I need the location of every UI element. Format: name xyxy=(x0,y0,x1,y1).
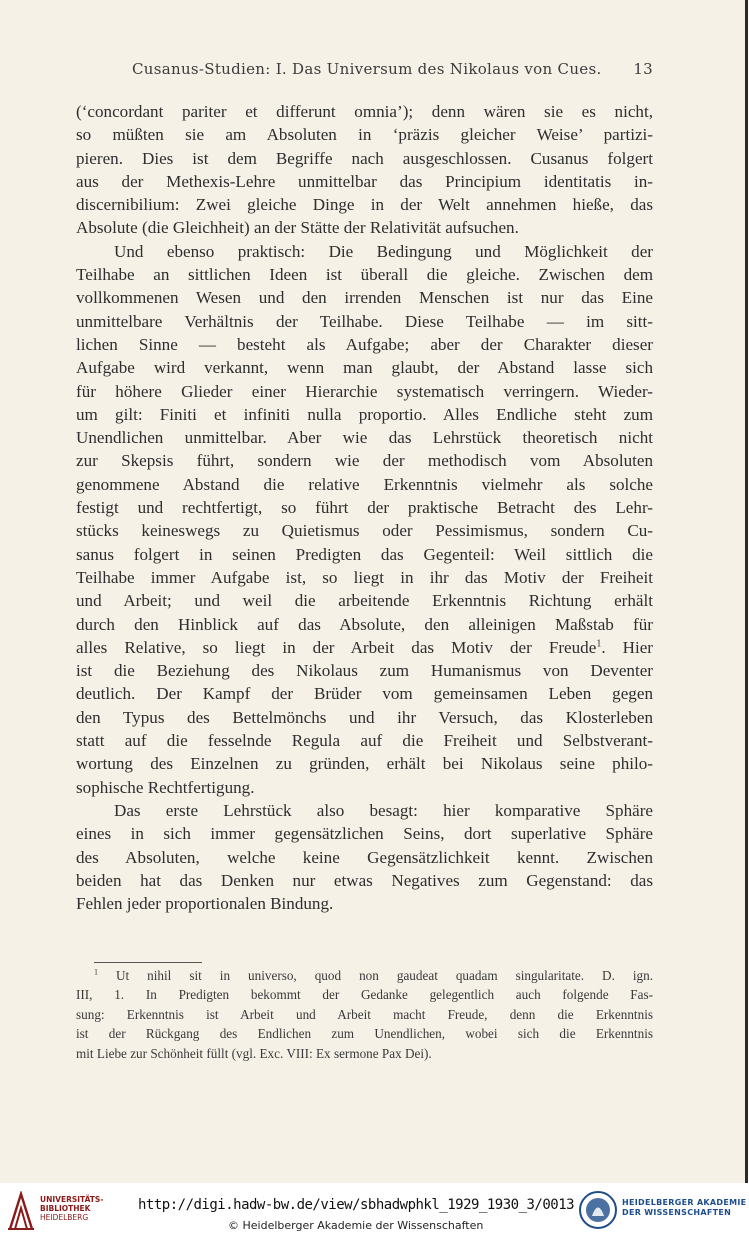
body-line: (‘concordant pariter et differunt omnia’); denn wären sie es nicht, xyxy=(76,102,653,121)
body-line: wortung des Einzelnen zu gründen, erhält bei Nikolaus seine philo- xyxy=(76,754,653,774)
body-line: eines in sich immer gegensätzlichen Seins, dort superlative Sphäre xyxy=(76,824,653,844)
body-line: deutlich. Der Kampf der Brüder vom gemeinsamen Leben gegen xyxy=(76,684,653,704)
footnote-line: mit Liebe zur Schönheit füllt (vgl. Exc. VIII: Ex sermone Pax Dei). xyxy=(76,1045,432,1061)
footnote-marker: 1 xyxy=(94,967,98,977)
university-library-logo-icon xyxy=(6,1191,36,1231)
body-line: festigt und rechtfertigt, so führt der praktische Betracht des Lehr- xyxy=(76,498,653,518)
body-line: so müßten sie am Absoluten in ‘präzis gleicher Weise’ partizi- xyxy=(76,125,653,145)
body-line: sophische Rechtfertigung. xyxy=(76,777,255,797)
body-line: Absolute (die Gleichheit) an der Stätte der Relativität aufsuchen. xyxy=(76,218,519,238)
body-line: Und ebenso praktisch: Die Bedingung und Möglichkeit der xyxy=(114,241,653,261)
copyright-notice: © Heidelberger Akademie der Wissenschaften xyxy=(228,1219,484,1232)
body-text xyxy=(76,100,653,915)
body-line: alles Relative, so liegt in der Arbeit das Motiv der Freude$^1$. Hier xyxy=(76,637,653,657)
body-line: vollkommenen Wesen und den irrenden Menschen ist nur das Eine xyxy=(76,288,653,308)
body-line: und Arbeit; und weil die arbeitende Erkenntnis Richtung erhält xyxy=(76,591,653,611)
body-line: discernibilium: Zwei gleiche Dinge in der Welt annehmen hieße, das xyxy=(76,195,653,215)
body-line: zur Skepsis führt, sondern wie der methodisch vom Absoluten xyxy=(76,451,653,471)
body-line: beiden hat das Denken nur etwas Negatives zum Gegenstand: das xyxy=(76,870,653,890)
body-line: Teilhabe an sittlichen Ideen ist überall die gleiche. Zwischen dem xyxy=(76,265,653,285)
body-line: genommene Abstand die relative Erkenntnis vielmehr als solche xyxy=(76,474,653,494)
body-line: stücks keineswegs zu Quietismus oder Pessimismus, sondern Cu- xyxy=(76,521,653,541)
body-line: für höhere Glieder einer Hierarchie systematisch verringern. Wieder- xyxy=(76,381,653,401)
body-line: aus der Methexis-Lehre unmittelbar das Principium identitatis in- xyxy=(76,171,653,191)
body-line: durch den Hinblick auf das Absolute, den alleinigen Maßstab für xyxy=(76,614,653,634)
body-line: Das erste Lehrstück also besagt: hier komparative Sphäre xyxy=(114,800,653,820)
body-line: unmittelbare Verhältnis der Teilhabe. Diese Teilhabe — im sitt- xyxy=(76,311,653,331)
body-line: pieren. Dies ist dem Begriffe nach ausgeschlossen. Cusanus folgert xyxy=(76,148,653,168)
body-line: sanus folgert in seinen Predigten das Gegenteil: Weil sittlich die xyxy=(76,544,653,564)
footnotes xyxy=(76,966,653,1063)
footnote-line: III, 1. In Predigten bekommt der Gedanke gelegentlich auch folgende Fas- xyxy=(76,987,653,1003)
body-line: lichen Sinne — besteht als Aufgabe; aber der Charakter dieser xyxy=(76,334,653,354)
body-line: Teilhabe immer Aufgabe ist, so liegt in ihr das Motiv der Freiheit xyxy=(76,567,653,587)
academy-seal-icon xyxy=(578,1189,618,1231)
footnote-line: sung: Erkenntnis ist Arbeit und Arbeit macht Freude, denn die Erkenntnis xyxy=(76,1006,653,1022)
footnote-line: $^1$ Ut nihil sit in universo, quod non gaudeat quadam singularitate. D. ign. xyxy=(94,967,653,983)
footnote-line: ist der Rückgang des Endlichen zum Unendlichen, wobei sich die Erkenntnis xyxy=(76,1026,653,1042)
university-library-name: UNIVERSITÄTS- BIBLIOTHEK HEIDELBERG xyxy=(40,1195,104,1222)
body-line: den Typus des Bettelmönchs und ihr Versuch, das Klosterleben xyxy=(76,707,653,727)
body-line: Aufgabe wird verkannt, wenn man glaubt, der Abstand lasse sich xyxy=(76,358,653,378)
body-line: des Absoluten, welche keine Gegensätzlichkeit kennt. Zwischen xyxy=(76,847,653,867)
footnote-reference: 1 xyxy=(596,638,602,650)
permalink-url[interactable]: http://digi.hadw-bw.de/view/sbhadwphkl_1929_1930_3/0013 xyxy=(138,1197,575,1213)
body-line: um gilt: Finiti et infiniti nulla proportio. Alles Endliche steht zum xyxy=(76,404,653,424)
body-line: Fehlen jeder proportionalen Bindung. xyxy=(76,894,334,914)
body-line: ist die Beziehung des Nikolaus zum Humanismus von Deventer xyxy=(76,661,653,681)
viewer-footer xyxy=(0,1183,749,1238)
body-line: Unendlichen unmittelbar. Aber wie das Lehrstück theoretisch nicht xyxy=(76,428,653,448)
academy-name: HEIDELBERGER AKADEMIE DER WISSENSCHAFTEN xyxy=(622,1198,747,1217)
running-title: Cusanus-Studien: I. Das Universum des Nikolaus von Cues. xyxy=(132,60,602,78)
page-number: 13 xyxy=(633,60,653,78)
footnote-separator xyxy=(94,962,202,963)
body-line: statt auf die fesselnde Regula auf die Freiheit und Selbstverant- xyxy=(76,731,653,751)
